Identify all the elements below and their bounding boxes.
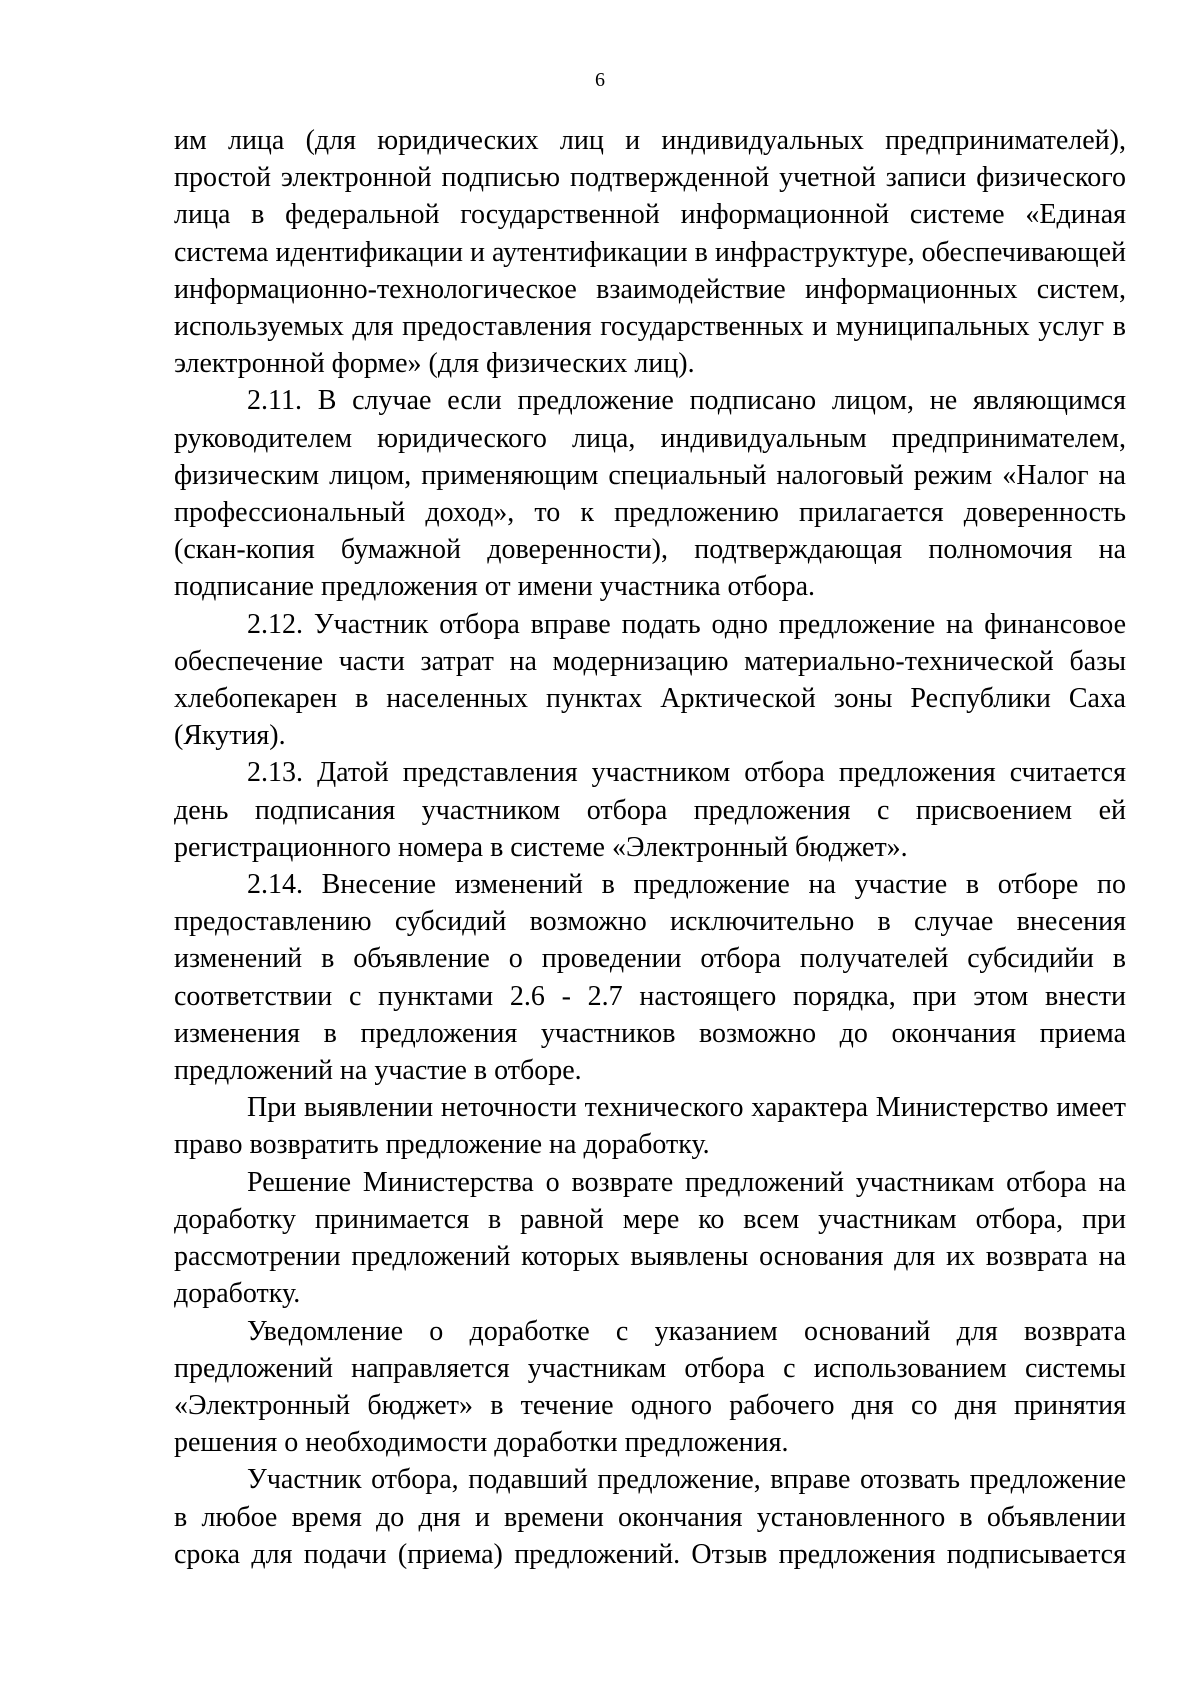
page-number: 6 — [595, 69, 605, 91]
paragraph-2-12: 2.12. Участник отбора вправе подать одно предложение на финансовое обеспечение части затрат на модернизацию материально-технической базы хлебопекарен в населенных пунктах Арктической зоны Республики Саха (Якутия). — [174, 608, 1126, 752]
paragraph-2-13: 2.13. Датой представления участником отбора предложения считается день подписания участником отбора предложения с присвоением ей регистрационного номера в системе «Электронный бюджет». — [174, 757, 1126, 863]
paragraph-2-11: 2.11. В случае если предложение подписано лицом, не являющимся руководителем юридического лица, индивидуальным предпринимателем, физическим лицом, применяющим специальный налоговый режим «Налог на профессиональный доход», то к предложению прилагается доверенность (скан-копия бумажной доверенности), подтверждающая полномочия на подписание предложения от имени участника отбора. — [174, 385, 1126, 603]
paragraph-2-14: 2.14. Внесение изменений в предложение на участие в отборе по предоставлению субсидий возможно исключительно в случае внесения изменений в объявление о проведении отбора получателей субсидийи в соответствии с пунктами 2.6 - 2.7 настоящего порядка, при этом внести изменения в предложения участников возможно до окончания приема предложений на участие в отборе. — [174, 869, 1126, 1087]
paragraph-notification: Уведомление о доработке с указанием оснований для возврата предложений направляется участникам отбора с использованием системы «Электронный бюджет» в течение одного рабочего дня со дня принятия решения о необходимости доработки предложения. — [174, 1315, 1126, 1459]
paragraph-withdrawal: Участник отбора, подавший предложение, вправе отозвать предложение в любое время до дня и времени окончания установленного в объявлении срока для подачи (приема) предложений. Отзыв предложения подписывается — [174, 1464, 1126, 1570]
paragraph-return-decision: Решение Министерства о возврате предложений участникам отбора на доработку принимается в равной мере ко всем участникам отбора, при рассмотрении предложений которых выявлены основания для их возврата на доработку. — [174, 1166, 1126, 1310]
document-body — [174, 122, 1126, 1573]
paragraph-technical-errors: При выявлении неточности технического характера Министерство имеет право возвратить предложение на доработку. — [174, 1092, 1126, 1161]
paragraph-continuation: им лица (для юридических лиц и индивидуальных предпринимателей), простой электронной подписью подтвержденной учетной записи физического лица в федеральной государственной информационной системе «Единая система идентификации и аутентификации в инфраструктуре, обеспечивающей информационно-технологическое взаимодействие информационных систем, используемых для предоставления государственных и муниципальных услуг в электронной форме» (для физических лиц). — [174, 125, 1126, 380]
